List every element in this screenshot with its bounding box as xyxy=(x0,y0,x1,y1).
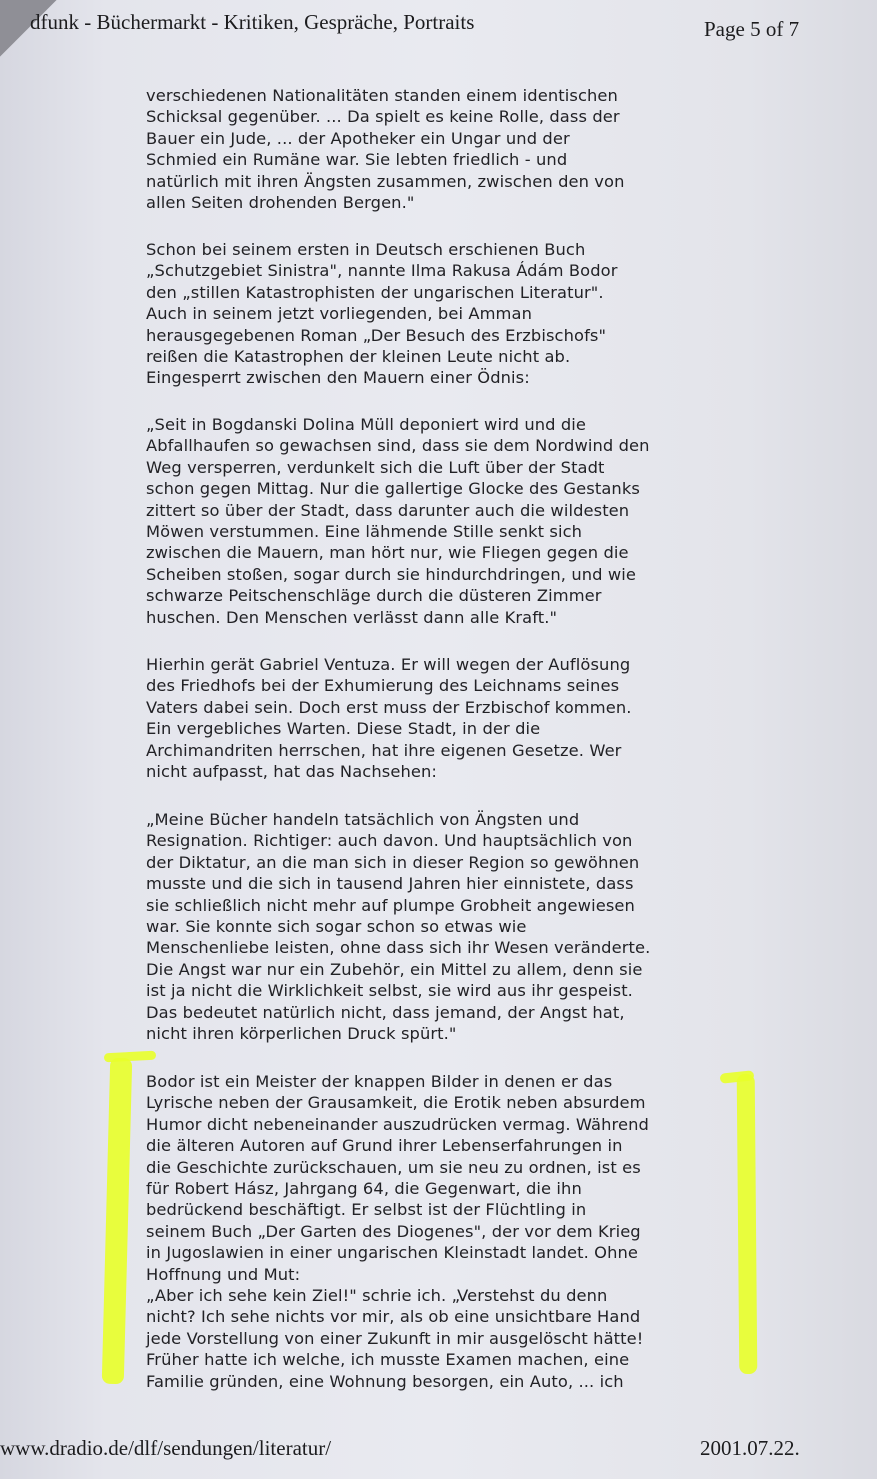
highlight-mark-right xyxy=(737,1074,758,1374)
text-line: Möwen verstummen. Eine lähmende Stille senkt sich xyxy=(146,522,583,542)
text-line: Das bedeutet natürlich nicht, dass jemand, der Angst hat, xyxy=(146,1002,625,1022)
text-line: seinem Buch „Der Garten des Diogenes", der vor dem Krieg xyxy=(146,1221,641,1241)
text-line: ist ja nicht die Wirklichkeit selbst, sie wird aus ihr gespeist. xyxy=(146,981,633,1001)
paragraph-3 xyxy=(146,414,706,628)
text-line: allen Seiten drohenden Bergen." xyxy=(146,193,415,213)
paragraph-5 xyxy=(146,809,706,1044)
text-line: für Robert Hász, Jahrgang 64, die Gegenwart, die ihn xyxy=(146,1179,582,1199)
text-line: Bodor ist ein Meister der knappen Bilder in denen er das xyxy=(146,1072,613,1091)
text-line: „Aber ich sehe kein Ziel!" schrie ich. „Verstehst du denn xyxy=(146,1286,608,1306)
text-line: Die Angst war nur ein Zubehör, ein Mittel zu allem, denn sie xyxy=(146,959,643,979)
text-line: huschen. Den Menschen verlässt dann alle Kraft." xyxy=(146,607,558,627)
text-line: Hierhin gerät Gabriel Ventuza. Er will wegen der Auflösung xyxy=(146,655,631,674)
text-line: Lyrische neben der Grausamkeit, die Erotik neben absurdem xyxy=(146,1093,646,1113)
text-line: in Jugoslawien in einer ungarischen Kleinstadt landet. Ohne xyxy=(146,1243,639,1263)
text-line: sie schließlich nicht mehr auf plumpe Grobheit angewiesen xyxy=(146,895,635,915)
text-line: schwarze Peitschenschläge durch die düsteren Zimmer xyxy=(146,586,602,606)
text-line: Auch in seinem jetzt vorliegenden, bei Amman xyxy=(146,304,532,324)
text-line: Schmied ein Rumäne war. Sie lebten friedlich - und xyxy=(146,150,568,170)
text-line: musste und die sich in tausend Jahren hier einnistete, dass xyxy=(146,874,634,894)
text-line: Resignation. Richtiger: auch davon. Und hauptsächlich von xyxy=(146,831,633,851)
text-line: jede Vorstellung von einer Zukunft in mir ausgelöscht hätte! xyxy=(146,1328,644,1348)
text-line: schon gegen Mittag. Nur die gallertige Glocke des Gestanks xyxy=(146,479,640,499)
text-line: Vaters dabei sein. Doch erst muss der Erzbischof kommen. xyxy=(146,697,632,717)
text-line: „Schutzgebiet Sinistra", nannte Ilma Rakusa Ádám Bodor xyxy=(146,261,618,281)
text-line: Scheiben stoßen, sogar durch sie hindurchdringen, und wie xyxy=(146,564,637,584)
text-line: verschiedenen Nationalitäten standen einem identischen xyxy=(146,86,618,105)
text-line: zwischen die Mauern, man hört nur, wie Fliegen gegen die xyxy=(146,543,629,563)
text-line: Ein vergebliches Warten. Diese Stadt, in der die xyxy=(146,719,541,739)
text-line: war. Sie konnte sich sogar schon so etwas wie xyxy=(146,917,527,937)
footer-date: 2001.07.22. xyxy=(700,1436,800,1460)
text-line: des Friedhofs bei der Exhumierung des Leichnams seines xyxy=(146,676,620,696)
text-line: nicht aufpasst, hat das Nachsehen: xyxy=(146,762,438,782)
paragraph-4 xyxy=(146,654,706,782)
text-line: die älteren Autoren auf Grund ihrer Lebenserfahrungen in xyxy=(146,1136,623,1156)
text-line: Schicksal gegenüber. ... Da spielt es keine Rolle, dass der xyxy=(146,107,620,127)
footer-url: www.dradio.de/dlf/sendungen/literatur/ xyxy=(0,1436,332,1460)
highlight-mark-left xyxy=(102,1058,133,1384)
text-line: Früher hatte ich welche, ich musste Examen machen, eine xyxy=(146,1350,630,1370)
text-line: „Seit in Bogdanski Dolina Müll deponiert wird und die xyxy=(146,415,587,434)
text-line: Weg versperren, verdunkelt sich die Luft über der Stadt xyxy=(146,457,605,477)
text-line: natürlich mit ihren Ängsten zusammen, zwischen den von xyxy=(146,171,625,191)
text-line: „Meine Bücher handeln tatsächlich von Ängsten und xyxy=(146,810,580,829)
text-line: Archimandriten herrschen, hat ihre eigenen Gesetze. Wer xyxy=(146,740,622,760)
text-line: nicht ihren körperlichen Druck spürt." xyxy=(146,1024,457,1044)
text-line: Hoffnung und Mut: xyxy=(146,1264,301,1284)
text-line: Humor dicht nebeneinander auszudrücken vermag. Während xyxy=(146,1114,649,1134)
page-number: Page 5 of 7 xyxy=(704,17,800,41)
text-line: zittert so über der Stadt, dass darunter auch die wildesten xyxy=(146,500,630,520)
text-line: Menschenliebe leisten, ohne dass sich ihr Wesen veränderte. xyxy=(146,938,651,958)
paragraph-2 xyxy=(146,239,706,389)
paragraph-1 xyxy=(146,85,706,213)
text-line: reißen die Katastrophen der kleinen Leute nicht ab. xyxy=(146,347,571,367)
text-line: Schon bei seinem ersten in Deutsch erschienen Buch xyxy=(146,240,586,259)
text-line: Abfallhaufen so gewachsen sind, dass sie dem Nordwind den xyxy=(146,436,650,456)
header-title: dfunk - Büchermarkt - Kritiken, Gespräche, Portraits xyxy=(30,10,475,34)
text-line: herausgegebenen Roman „Der Besuch des Erzbischofs" xyxy=(146,325,607,345)
text-line: Familie gründen, eine Wohnung besorgen, ein Auto, ... ich xyxy=(146,1371,624,1391)
text-line: bedrückend beschäftigt. Er selbst ist der Flüchtling in xyxy=(146,1200,587,1220)
text-line: nicht? Ich sehe nichts vor mir, als ob eine unsichtbare Hand xyxy=(146,1307,641,1327)
text-line: den „stillen Katastrophisten der ungarischen Literatur". xyxy=(146,282,604,302)
text-line: der Diktatur, an die man sich in dieser Region so gewöhnen xyxy=(146,852,640,872)
paragraph-6-highlighted xyxy=(146,1071,706,1392)
text-line: Bauer ein Jude, ... der Apotheker ein Ungar und der xyxy=(146,128,570,148)
text-line: die Geschichte zurückschauen, um sie neu zu ordnen, ist es xyxy=(146,1157,641,1177)
text-line: Eingesperrt zwischen den Mauern einer Ödnis: xyxy=(146,368,530,388)
